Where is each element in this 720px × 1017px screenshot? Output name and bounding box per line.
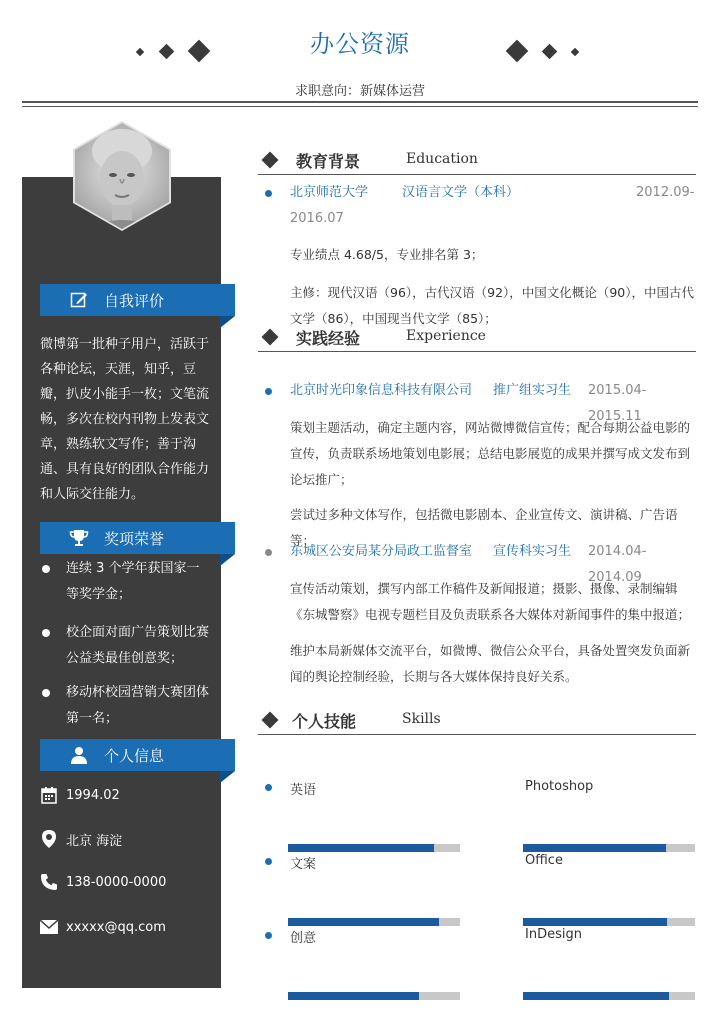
header-rule-thick (22, 101, 698, 103)
skill-bar (523, 844, 695, 852)
job-date: 2014.04-2014.09 (588, 544, 647, 585)
self-eval-fold (220, 316, 235, 328)
avatar (67, 121, 177, 231)
skill-bar-fill (288, 992, 419, 1000)
skills-title: 个人技能 (292, 712, 357, 731)
education-date-end: 2016.07 (290, 211, 344, 226)
calendar-icon (40, 785, 58, 805)
header-rule-thin (22, 106, 698, 107)
location-value: 北京 海淀 (66, 833, 123, 849)
email-value: xxxxx@qq.com (66, 919, 166, 935)
self-eval-title: 自我评价 (104, 291, 165, 310)
section-diamond-icon (262, 152, 279, 169)
personal-header (40, 739, 235, 771)
page-title: 办公资源 (310, 30, 410, 58)
mail-icon (40, 917, 58, 937)
job-desc-1: 策划主题活动，确定主题内容，网站微博微信宣传；配合每期公益电影的宣传，负责联系场地策划电影展；总结电影展览的成果并撰写成文发布到论坛推广； (290, 420, 691, 487)
skill-bullet (265, 858, 272, 865)
skill-bar-fill (523, 918, 667, 926)
education-title-en: Education (406, 151, 478, 167)
phone-icon (40, 872, 58, 892)
trophy-icon (68, 527, 90, 549)
school-name: 北京师范大学 (290, 185, 369, 200)
skill-bullet (265, 784, 272, 791)
skill-name: Office (525, 853, 563, 868)
person-icon (68, 744, 90, 766)
personal-title: 个人信息 (104, 746, 165, 765)
skill-name: InDesign (525, 927, 582, 942)
job-desc-2: 维护本局新媒体交流平台，如微博、微信公众平台，具备处置突发负面新闻的舆论控制经验，长期与各大媒体保持良好关系。 (290, 643, 691, 684)
skill-name: 英语 (290, 783, 317, 798)
major-name: 汉语言文学（本科） (402, 185, 520, 200)
birth-row (40, 784, 120, 806)
awards-header (40, 522, 235, 554)
skills-section-header (258, 705, 696, 735)
education-title: 教育背景 (296, 152, 361, 171)
awards-fold (220, 554, 235, 566)
skill-bar-fill (288, 918, 439, 926)
skill-bar (523, 992, 695, 1000)
skill-name: Photoshop (525, 779, 594, 794)
courses-text: 主修：现代汉语（96），古代汉语（92），中国文化概论（90），中国古代文学（86），中国现当代文学（85）； (290, 285, 694, 326)
award-item: 校企面对面广告策划比赛公益类最佳创意奖； (40, 620, 210, 672)
edit-icon (68, 289, 90, 311)
education-date-start: 2012.09- (636, 185, 695, 200)
skill-bar-fill (288, 844, 434, 852)
skill-bar (288, 992, 460, 1000)
skills-title-en: Skills (402, 711, 441, 727)
award-item: 连续 3 个学年获国家一等奖学金； (40, 556, 210, 608)
job-org: 北京时光印象信息科技有限公司 (290, 383, 473, 398)
experience-title-en: Experience (406, 328, 486, 344)
skill-bar (288, 844, 460, 852)
phone-row (40, 871, 166, 893)
self-eval-text: 微博第一批种子用户，活跃于各种论坛，天涯，知乎，豆瓣，扒皮小能手一枚；文笔流畅，多次在校内刊物上发表文章，熟练软文写作；善于沟通、具有良好的团队合作能力和人际交往能力。 (40, 337, 210, 502)
job-org: 东城区公安局某分局政工监督室 (290, 544, 473, 559)
job-objective: 求职意向：新媒体运营 (294, 84, 425, 99)
experience-section-header (258, 322, 696, 352)
skill-bullet (265, 932, 272, 939)
education-section-header (258, 145, 696, 175)
job-role: 宣传科实习生 (493, 544, 572, 559)
section-diamond-icon (262, 329, 279, 346)
personal-fold (220, 771, 235, 783)
skill-name: 创意 (290, 931, 317, 946)
skill-bar-fill (523, 844, 666, 852)
gpa-text: 专业绩点 4.68/5，专业排名第 3； (290, 247, 484, 262)
section-diamond-icon (262, 712, 279, 729)
phone-value: 138-0000-0000 (66, 874, 167, 890)
skill-name: 文案 (290, 857, 317, 872)
location-row (40, 828, 122, 850)
skill-bar (523, 918, 695, 926)
job-desc-1: 宣传活动策划，撰写内部工作稿件及新闻报道；摄影、摄像、录制编辑《东城警察》电视专题栏目及负责联系各大媒体对新闻事件的集中报道； (290, 581, 691, 622)
birth-value: 1994.02 (66, 787, 120, 803)
email-row (40, 916, 166, 938)
skill-bar-fill (523, 992, 669, 1000)
job-desc-2: 尝试过多种文体写作，包括微电影剧本、企业宣传文、演讲稿、广告语等； (290, 507, 678, 548)
location-pin-icon (40, 829, 58, 849)
job-date: 2015.04-2015.11 (588, 383, 647, 424)
awards-title: 奖项荣誉 (104, 529, 165, 548)
job-role: 推广组实习生 (493, 383, 572, 398)
skill-bar (288, 918, 460, 926)
self-eval-header (40, 284, 235, 316)
experience-title: 实践经验 (296, 329, 361, 348)
award-item: 移动杯校园营销大赛团体第一名； (40, 680, 210, 732)
